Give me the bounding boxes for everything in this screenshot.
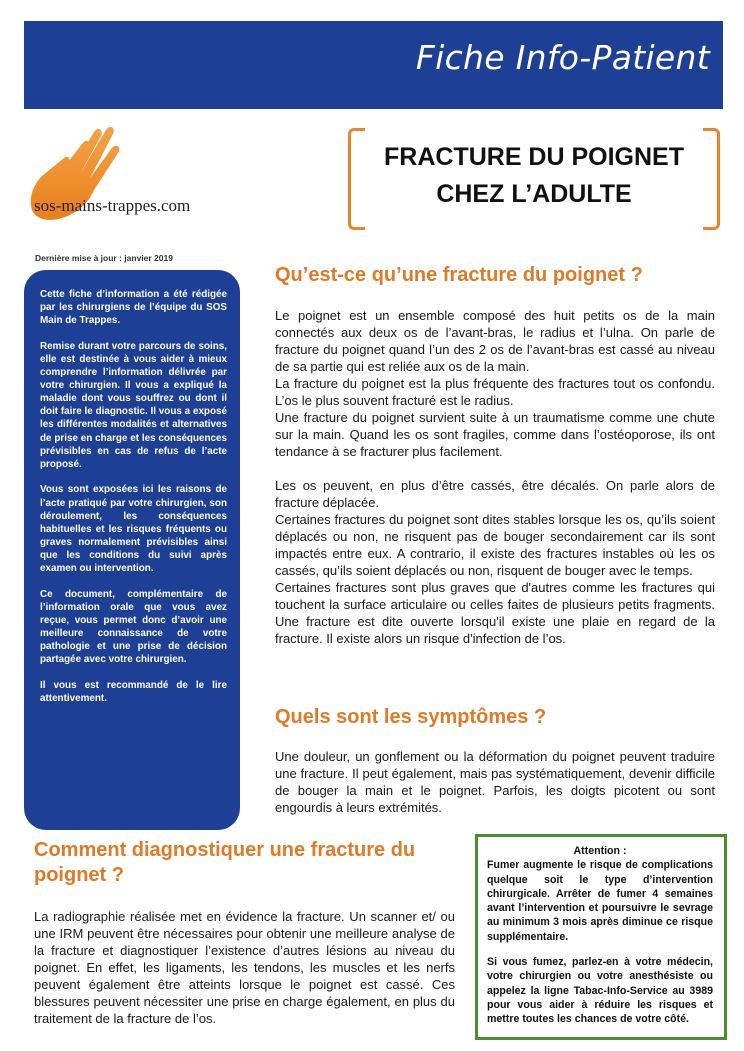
section-heading-diagnosis (34, 838, 415, 888)
sidebar-paragraph: Remise durant votre parcours de soins, elle est destinée à vous aider à mieux comprendre l’information délivrée par votre chirurgien. Il vous a expliqué la maladie dont vous souffrez ou dont il doit faire le diagnostic. Il vous a exposé les différentes modalités et alternatives de prise en charge et les conséquences prévisibles en cas de refus de l’acte proposé. (40, 340, 227, 470)
sidebar-paragraph: Cette fiche d’information a été rédigée par les chirurgiens de l’équipe du SOS Main de Trappes. (40, 289, 227, 327)
hand-icon (24, 118, 234, 238)
section-heading-definition: Qu’est-ce qu’une fracture du poignet ? (275, 264, 643, 286)
paragraph: La fracture du poignet est la plus fréquente des fractures tout os confondu. L’os le plus souvent fracturé est le radius. (275, 376, 715, 408)
paragraph: Le poignet est un ensemble composé des huit petits os de la main connectés aux deux os de l’avant-bras, le radius et l’ulna. On parle de fracture du poignet quand l’un des 2 os de l’avant-bras est cassé au niveau de sa partie qui est reliée aux os de la main. (275, 308, 715, 374)
heading-line: Comment diagnostiquer une fracture du (34, 839, 416, 861)
section-body-definition (275, 307, 715, 647)
title-line-1: FRACTURE DU POIGNET (384, 143, 684, 171)
paragraph: Une douleur, un gonflement ou la déformation du poignet peuvent traduire une fracture. Il peut également, mais pas systématiquement, devenir difficile de bouger la main et le poignet. Parfois, les doigts picotent ou sont engourdis à leurs extrémités. (275, 749, 715, 815)
header-title: Fiche Info-Patient (415, 38, 710, 77)
document-title (348, 128, 720, 226)
paragraph: Certaines fractures du poignet sont dites stables lorsque les os, qu’ils soient déplacés ou non, ne risquent pas de bouger secondairement car ils sont impactés entre eux. A contrario, il existe des fractures instables où les os cassés, qu’ils soient déplacés ou non, risquent de bouger avec le temps. (275, 512, 715, 578)
section-heading-symptoms: Quels sont les symptômes ? (275, 706, 547, 728)
paragraph: Les os peuvent, en plus d’être cassés, être décalés. On parle alors de fracture déplacée. (275, 478, 715, 510)
info-sidebar (24, 270, 240, 830)
paragraph: La radiographie réalisée met en évidence la fracture. Un scanner et/ ou une IRM peuvent être nécessaires pour obtenir une meilleure analyse de la fracture et diagnostiquer l’existence d’autres lésions au niveau du poignet. En effet, les ligaments, les tendons, les muscles et les nerfs peuvent également être atteints lorsque le poignet est cassé. Ces blessures peuvent nécessiter une prise en charge également, en plus du traitement de la fracture de l’os. (34, 909, 455, 1026)
attention-paragraph: Si vous fumez, parlez-en à votre médecin, votre chirurgien ou votre anesthésiste ou appelez la ligne Tabac-Info-Service au 3989 pour vous aider à réduire les risques et mettre toutes les chances de votre côté. (487, 956, 713, 1026)
last-update: Dernière mise à jour : janvier 2019 (35, 253, 173, 263)
attention-box (475, 834, 727, 1040)
title-line-2: CHEZ L’ADULTE (436, 180, 632, 208)
section-body-diagnosis (34, 908, 455, 1027)
paragraph: Une fracture du poignet survient suite à un traumatisme comme une chute sur la main. Quand les os sont fragiles, comme dans l’ostéoporose, ils ont tendance à se fracturer plus facilement. (275, 410, 715, 459)
logo-text: sos-mains-trappes.com (34, 196, 191, 215)
sidebar-paragraph: Il vous est recommandé de le lire attentivement. (40, 679, 227, 704)
paragraph: Certaines fractures sont plus graves que d'autres comme les fractures qui touchent la surface articulaire ou celles faites de plusieurs petits fragments. Une fracture est dite ouverte lorsqu'il existe une plaie en regard de la fracture. Il existe alors un risque d'infection de l’os. (275, 580, 715, 646)
sidebar-paragraph: Vous sont exposées ici les raisons de l’acte pratiqué par votre chirurgien, son déroulement, les conséquences habituelles et les risques fréquents ou graves normalement prévisibles ainsi que les conditions du suivi après examen ou intervention. (40, 484, 227, 574)
site-url-link[interactable]: www.sos-mains-trappes.com (24, 95, 162, 106)
attention-title: Attention : (573, 845, 627, 857)
sidebar-paragraph: Ce document, complémentaire de l’information orale que vous avez reçue, vous permet donc d’avoir une meilleure connaissance de votre pathologie et une prise de décision partagée avec votre chirurgien. (40, 588, 227, 666)
heading-line: poignet ? (34, 864, 124, 886)
section-body-symptoms (275, 748, 715, 816)
attention-paragraph: Fumer augmente le risque de complications quelque soit le type d’intervention chirurgicale. Arrêter de fumer 4 semaines avant l’intervention et poursuivre le sevrage au minimum 3 mois après diminue ce risque supplémentaire. (487, 859, 713, 943)
